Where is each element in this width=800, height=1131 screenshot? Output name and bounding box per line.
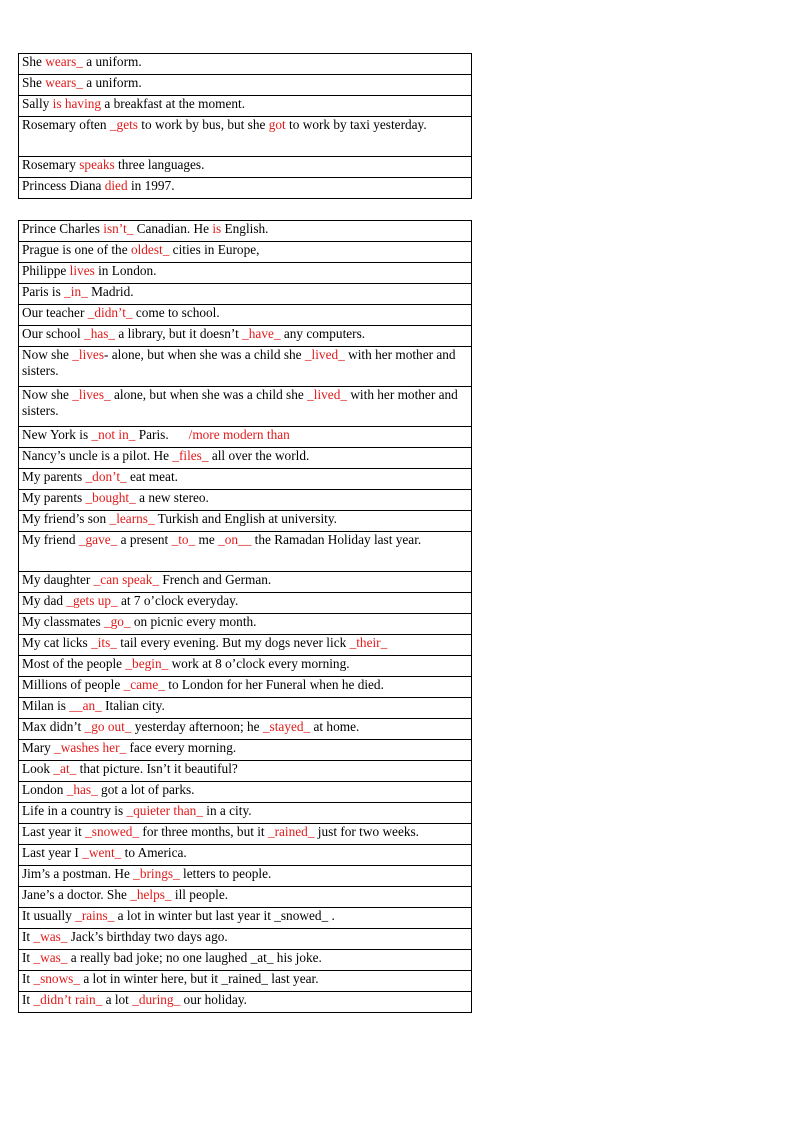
table-row xyxy=(19,698,472,719)
sentence-text: Nancy’s uncle is a pilot. He xyxy=(22,448,173,463)
sentence-text: My friend’s son xyxy=(22,511,110,526)
sentence-text: It xyxy=(22,992,34,1007)
sentence-text: at 7 o’clock everyday. xyxy=(117,593,239,608)
answer-text: _brings_ xyxy=(133,866,180,881)
answer-text: _learns_ xyxy=(109,511,155,526)
sentence-cell xyxy=(19,824,472,845)
answer-text: wears_ xyxy=(45,75,83,90)
table-row xyxy=(19,593,472,614)
sentence-text: a lot in winter here, but it _rained_ last year. xyxy=(80,971,319,986)
sentence-text: My daughter xyxy=(22,572,94,587)
answer-text: _at_ xyxy=(53,761,77,776)
sentence-text: My cat licks xyxy=(22,635,92,650)
sentence-text: It xyxy=(22,950,34,965)
sentence-cell xyxy=(19,326,472,347)
sentence-text: It xyxy=(22,971,34,986)
table-row xyxy=(19,469,472,490)
answer-text: __an_ xyxy=(69,698,102,713)
sentence-text: me xyxy=(195,532,219,547)
table-row xyxy=(19,887,472,908)
answer-text: _on__ xyxy=(218,532,252,547)
sentence-cell xyxy=(19,803,472,824)
table-row xyxy=(19,511,472,532)
answer-text: _snowed_ xyxy=(85,824,140,839)
sentence-text: in a city. xyxy=(202,803,252,818)
sentence-text: Our school xyxy=(22,326,85,341)
sentence-text: the Ramadan Holiday last year. xyxy=(251,532,422,547)
answer-text: _was_ xyxy=(33,950,68,965)
table-row xyxy=(19,635,472,656)
sentence-text: Princess Diana xyxy=(22,178,105,193)
sentence-text: cities in Europe, xyxy=(169,242,260,257)
sentence-cell xyxy=(19,54,472,75)
table-row xyxy=(19,242,472,263)
answer-text: is xyxy=(212,221,222,236)
answer-text: _helps_ xyxy=(130,887,172,902)
sentence-text: Millions of people xyxy=(22,677,124,692)
sentence-text: to work by taxi yesterday. xyxy=(285,117,427,132)
answer-text: _files_ xyxy=(172,448,209,463)
sentence-text: just for two weeks. xyxy=(314,824,419,839)
sentence-cell xyxy=(19,305,472,326)
answer-text: /more modern than xyxy=(188,427,290,442)
sentence-cell xyxy=(19,448,472,469)
answer-text: _bought_ xyxy=(85,490,136,505)
answer-text: _stayed_ xyxy=(262,719,311,734)
answer-text: _went_ xyxy=(82,845,122,860)
sentence-text: a breakfast at the moment. xyxy=(101,96,246,111)
table-row xyxy=(19,992,472,1013)
sentence-text: a library, but it doesn’t xyxy=(115,326,243,341)
sentence-cell xyxy=(19,677,472,698)
answer-text: _lived_ xyxy=(307,387,347,402)
sentence-cell xyxy=(19,593,472,614)
table-row xyxy=(19,572,472,593)
answer-text: _their_ xyxy=(349,635,388,650)
sentence-text: Turkish and English at university. xyxy=(154,511,337,526)
sentence-text: yesterday afternoon; he xyxy=(131,719,263,734)
sentence-cell xyxy=(19,427,472,448)
sentence-text: Now she xyxy=(22,387,73,402)
answer-text: is having xyxy=(52,96,102,111)
sentence-text: Our teacher xyxy=(22,305,88,320)
answer-text: _go_ xyxy=(103,614,131,629)
answer-text: got xyxy=(268,117,286,132)
table-row xyxy=(19,157,472,178)
sentence-text: She xyxy=(22,54,46,69)
table-row xyxy=(19,326,472,347)
table-row xyxy=(19,532,472,572)
table-row xyxy=(19,284,472,305)
answer-text: oldest_ xyxy=(130,242,170,257)
sentence-cell xyxy=(19,96,472,117)
answer-text: _was_ xyxy=(33,929,68,944)
sentence-text: ill people. xyxy=(171,887,229,902)
sentence-text: work at 8 o’clock every morning. xyxy=(168,656,350,671)
table-row xyxy=(19,54,472,75)
sentence-text: Max didn’t xyxy=(22,719,85,734)
sentence-cell xyxy=(19,845,472,866)
answer-text: speaks xyxy=(79,157,115,172)
sentence-cell xyxy=(19,740,472,761)
answer-text: _lives_ xyxy=(72,387,111,402)
table-row xyxy=(19,929,472,950)
sentence-text: any computers. xyxy=(280,326,366,341)
sentence-cell xyxy=(19,221,472,242)
sentence-text: at home. xyxy=(310,719,360,734)
sentence-text: My parents xyxy=(22,469,86,484)
sentence-cell xyxy=(19,782,472,803)
table-row xyxy=(19,347,472,387)
sentence-text: eat meat. xyxy=(126,469,178,484)
sentence-text: Canadian. He xyxy=(133,221,213,236)
sentence-cell xyxy=(19,263,472,284)
sentence-text: alone, but when she was a child she xyxy=(110,387,308,402)
sentence-text: a uniform. xyxy=(82,54,142,69)
table-row xyxy=(19,96,472,117)
sentence-cell xyxy=(19,532,472,572)
sentence-text: Jim’s a postman. He xyxy=(22,866,134,881)
sentence-text: My parents xyxy=(22,490,86,505)
sentence-text: Rosemary xyxy=(22,157,80,172)
sentence-cell xyxy=(19,387,472,427)
table-row xyxy=(19,677,472,698)
sentence-text: letters to people. xyxy=(179,866,272,881)
sentence-text: tail every evening. But my dogs never lick xyxy=(116,635,350,650)
table-row xyxy=(19,656,472,677)
sentence-text: My classmates xyxy=(22,614,104,629)
sentence-text: French and German. xyxy=(159,572,272,587)
sentence-text: to America. xyxy=(121,845,187,860)
table-row xyxy=(19,614,472,635)
sentence-text: a uniform. xyxy=(82,75,142,90)
table-row xyxy=(19,448,472,469)
sentence-cell xyxy=(19,242,472,263)
sentence-text: My dad xyxy=(22,593,67,608)
sentence-text: three languages. xyxy=(114,157,205,172)
sentence-text: Jack’s birthday two days ago. xyxy=(67,929,228,944)
answer-text: wears_ xyxy=(45,54,83,69)
table-row xyxy=(19,950,472,971)
sentence-text: Sally xyxy=(22,96,53,111)
sentence-text: Mary xyxy=(22,740,55,755)
answer-text: _go out_ xyxy=(84,719,132,734)
sentence-text: My friend xyxy=(22,532,79,547)
sentence-cell xyxy=(19,719,472,740)
sentence-text: that picture. Isn’t it beautiful? xyxy=(76,761,238,776)
answer-text: _during_ xyxy=(132,992,181,1007)
sentence-text: Milan is xyxy=(22,698,70,713)
table-row xyxy=(19,221,472,242)
sentence-text: Paris is xyxy=(22,284,65,299)
table-row xyxy=(19,971,472,992)
table-row xyxy=(19,263,472,284)
answer-text: _can speak_ xyxy=(93,572,159,587)
sentence-cell xyxy=(19,950,472,971)
answer-text: _to_ xyxy=(171,532,196,547)
sentence-text: New York is xyxy=(22,427,92,442)
answer-text: lives xyxy=(69,263,95,278)
sentence-cell xyxy=(19,761,472,782)
sentence-text: a really bad joke; no one laughed _at_ his joke. xyxy=(67,950,322,965)
sentence-text: for three months, but it xyxy=(139,824,268,839)
answer-text: _begin_ xyxy=(125,656,169,671)
sentence-cell xyxy=(19,698,472,719)
sentence-text: She xyxy=(22,75,46,90)
sentence-text: Madrid. xyxy=(87,284,134,299)
table-row xyxy=(19,75,472,96)
sentence-text: Most of the people xyxy=(22,656,126,671)
table-row xyxy=(19,719,472,740)
answer-text: _snows_ xyxy=(33,971,80,986)
answer-text: _gets xyxy=(109,117,138,132)
sentence-cell xyxy=(19,469,472,490)
sentence-text: - alone, but when she was a child she xyxy=(104,347,305,362)
sentence-cell xyxy=(19,908,472,929)
sentence-text: English. xyxy=(221,221,269,236)
sentence-cell xyxy=(19,117,472,157)
answer-text: _washes her_ xyxy=(54,740,127,755)
sentence-text: all over the world. xyxy=(208,448,310,463)
sentence-cell xyxy=(19,656,472,677)
sentence-text: a lot in winter but last year it _snowed_ . xyxy=(114,908,335,923)
table-row xyxy=(19,490,472,511)
table-row xyxy=(19,387,472,427)
answer-text: _came_ xyxy=(123,677,165,692)
table-row xyxy=(19,824,472,845)
sentence-text: a new stereo. xyxy=(135,490,209,505)
sentence-text: Look xyxy=(22,761,54,776)
sentence-text: come to school. xyxy=(132,305,220,320)
sentence-cell xyxy=(19,75,472,96)
sentence-text: Paris. xyxy=(135,427,189,442)
sentence-text: London xyxy=(22,782,67,797)
exercise-table-2 xyxy=(18,220,472,1013)
sentence-cell xyxy=(19,490,472,511)
sentence-cell xyxy=(19,635,472,656)
sentence-text: our holiday. xyxy=(180,992,247,1007)
answer-text: _rains_ xyxy=(75,908,115,923)
sentence-cell xyxy=(19,929,472,950)
sentence-cell xyxy=(19,887,472,908)
answer-text: _quieter than_ xyxy=(126,803,203,818)
answer-text: _has_ xyxy=(66,782,98,797)
sentence-text: Life in a country is xyxy=(22,803,127,818)
sentence-text: got a lot of parks. xyxy=(97,782,195,797)
sentence-text: It usually xyxy=(22,908,76,923)
table-row xyxy=(19,305,472,326)
sentence-text: Jane’s a doctor. She xyxy=(22,887,131,902)
answer-text: _didn’t_ xyxy=(87,305,133,320)
sentence-cell xyxy=(19,971,472,992)
sentence-text: face every morning. xyxy=(126,740,237,755)
table-row xyxy=(19,866,472,887)
sentence-cell xyxy=(19,992,472,1013)
sentence-cell xyxy=(19,572,472,593)
sentence-text: with her mother and sisters. xyxy=(22,347,459,378)
sentence-cell xyxy=(19,511,472,532)
sentence-text: to work by bus, but she xyxy=(137,117,269,132)
answer-text: _lived_ xyxy=(304,347,345,362)
answer-text: _has_ xyxy=(84,326,116,341)
sentence-text: Philippe xyxy=(22,263,70,278)
sentence-text: Rosemary often xyxy=(22,117,110,132)
sentence-text: in 1997. xyxy=(127,178,175,193)
sentence-cell xyxy=(19,866,472,887)
exercise-table-1 xyxy=(18,53,472,199)
answer-text: _lives xyxy=(72,347,104,362)
answer-text: _don’t_ xyxy=(85,469,127,484)
table-row xyxy=(19,117,472,157)
sentence-text: Italian city. xyxy=(101,698,165,713)
sentence-text: in London. xyxy=(94,263,157,278)
answer-text: _not in_ xyxy=(91,427,136,442)
table-row xyxy=(19,782,472,803)
sentence-text: It xyxy=(22,929,34,944)
table-row xyxy=(19,178,472,199)
answer-text: _in_ xyxy=(64,284,88,299)
sentence-cell xyxy=(19,614,472,635)
answer-text: _gets up_ xyxy=(66,593,118,608)
table-row xyxy=(19,803,472,824)
sentence-text: on picnic every month. xyxy=(130,614,257,629)
sentence-text: a present xyxy=(117,532,172,547)
answer-text: died xyxy=(104,178,128,193)
sentence-cell xyxy=(19,284,472,305)
table-row xyxy=(19,845,472,866)
table-row xyxy=(19,908,472,929)
sentence-text: Last year I xyxy=(22,845,83,860)
answer-text: _rained_ xyxy=(267,824,315,839)
answer-text: _gave_ xyxy=(78,532,118,547)
sentence-text: to London for her Funeral when he died. xyxy=(164,677,384,692)
table-row xyxy=(19,761,472,782)
sentence-text: Last year it xyxy=(22,824,86,839)
sentence-text: Now she xyxy=(22,347,73,362)
answer-text: _didn’t rain_ xyxy=(33,992,103,1007)
sentence-cell xyxy=(19,157,472,178)
table-row xyxy=(19,427,472,448)
sentence-text: Prince Charles xyxy=(22,221,104,236)
answer-text: isn’t_ xyxy=(103,221,134,236)
sentence-cell xyxy=(19,347,472,387)
answer-text: _have_ xyxy=(242,326,281,341)
sentence-text: a lot xyxy=(102,992,133,1007)
sentence-text: with her mother and sisters. xyxy=(22,387,462,418)
answer-text: _its_ xyxy=(91,635,117,650)
table-row xyxy=(19,740,472,761)
sentence-text: Prague is one of the xyxy=(22,242,131,257)
sentence-cell xyxy=(19,178,472,199)
